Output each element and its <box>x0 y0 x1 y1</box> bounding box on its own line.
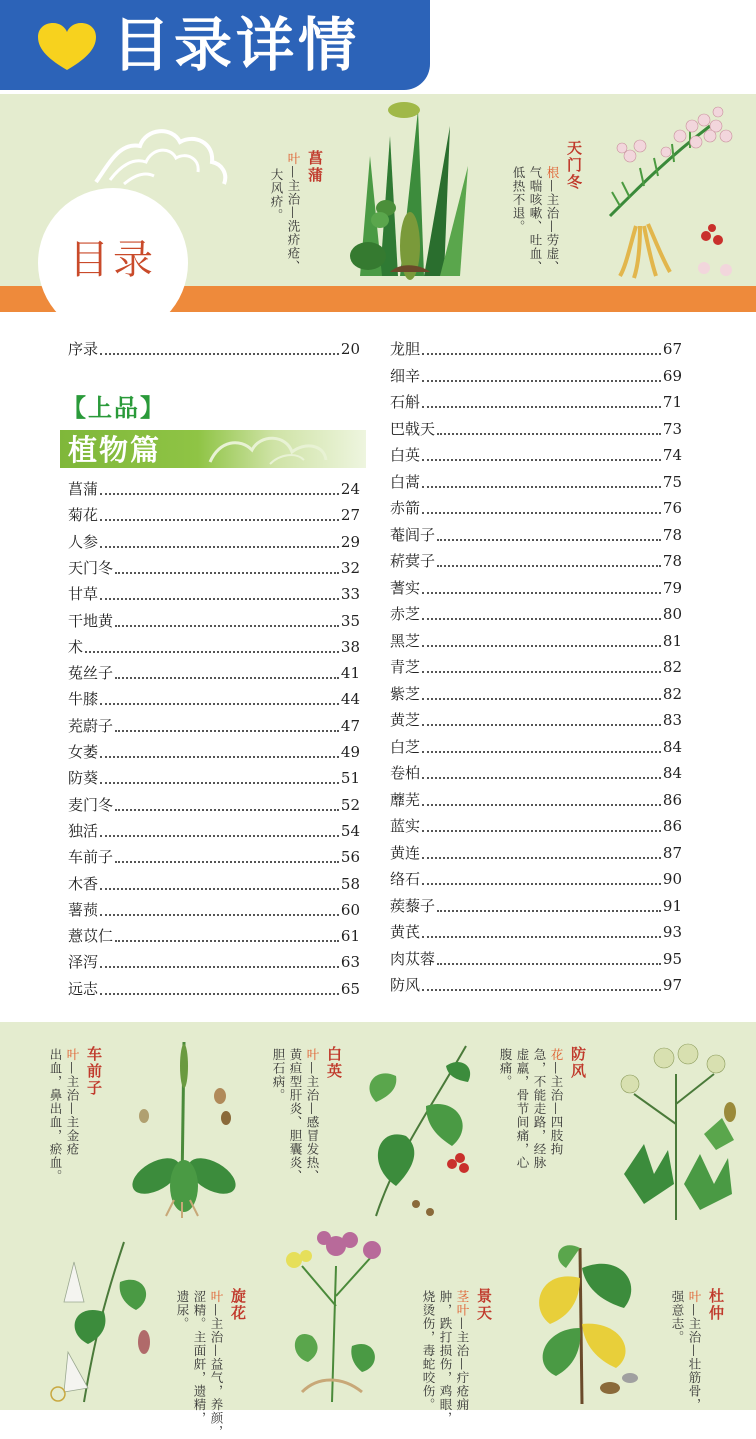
toc-item-name: 蓍实 <box>390 578 421 597</box>
toc-item-name: 牛膝 <box>68 690 99 709</box>
herb-desc-text: —主治—壮筋骨， <box>687 1303 702 1412</box>
toc-leader-dots <box>422 830 661 832</box>
toc-leader-dots <box>100 546 339 548</box>
herb-name-fangfeng: 防风 <box>569 1046 587 1080</box>
toc-item-name: 甘草 <box>68 585 99 604</box>
herb-desc-col <box>548 1048 565 1156</box>
toc-leader-dots <box>100 835 339 837</box>
herb-part: 根 <box>545 166 560 180</box>
tianmendong-plant-illustration <box>600 96 750 282</box>
toc-item[interactable] <box>68 976 360 1002</box>
herb-desc-col: 虚羸，骨节间痛，心 <box>515 1048 530 1170</box>
toc-item[interactable] <box>390 787 682 813</box>
herb-desc-col: 烧烫伤，毒蛇咬伤。 <box>421 1290 436 1412</box>
toc-leader-dots <box>422 618 661 620</box>
toc-item-name: 黄连 <box>390 843 421 862</box>
herb-desc-text: —主治—益气，养颜， <box>209 1303 224 1439</box>
toc-item-name: 青芝 <box>390 658 421 676</box>
jingtian-plant-illustration <box>272 1226 398 1404</box>
toc-item-name: 防风 <box>390 976 421 994</box>
herb-desc-col <box>304 1048 321 1183</box>
toc-item[interactable] <box>390 575 682 601</box>
toc-leader-dots <box>437 963 661 965</box>
toc-item-page: 60 <box>340 900 360 919</box>
toc-leader-dots <box>115 809 339 811</box>
toc-item-name: 菟丝子 <box>68 664 114 683</box>
herb-desc-col: 大风疥。 <box>269 168 284 222</box>
toc-item-page: 63 <box>340 953 360 972</box>
herb-desc-text: —主治—洗疥疮、 <box>286 165 301 274</box>
toc-item-name: 防葵 <box>68 769 99 788</box>
toc-leader-dots <box>422 406 661 408</box>
toc-item-page: 47 <box>340 716 360 735</box>
toc-leader-dots <box>100 993 339 995</box>
toc-leader-dots <box>437 910 661 912</box>
section-title: 植物篇 <box>68 433 162 467</box>
toc-item-page: 56 <box>340 848 360 867</box>
toc-leader-dots <box>100 353 339 355</box>
heart-icon <box>36 22 98 72</box>
toc-item[interactable] <box>68 897 360 923</box>
toc-item-page: 27 <box>340 506 360 525</box>
toc-item-name: 麦门冬 <box>68 795 114 814</box>
herb-desc-col: 遗尿。 <box>175 1290 190 1331</box>
herb-desc-col: 出血，鼻出血，瘀血。 <box>48 1048 63 1183</box>
toc-item-name: 天门冬 <box>68 558 114 577</box>
toc-item-page: 84 <box>662 764 682 782</box>
toc-item[interactable] <box>68 765 360 791</box>
baiying-plant-illustration <box>356 1036 484 1220</box>
toc-item-page: 51 <box>340 769 360 788</box>
toc-leader-dots <box>100 966 339 968</box>
toc-leader-dots <box>422 353 661 355</box>
toc-item-preface[interactable] <box>68 336 360 362</box>
toc-item[interactable] <box>68 660 360 686</box>
toc-item-page: 20 <box>340 340 360 358</box>
toc-item[interactable] <box>390 495 682 521</box>
herb-name-baiying: 白英 <box>325 1046 343 1080</box>
toc-leader-dots <box>100 888 339 890</box>
toc-item-name: 巴戟天 <box>390 419 436 438</box>
toc-item-page: 73 <box>662 419 682 438</box>
toc-item-name: 木香 <box>68 874 99 893</box>
herb-desc-col <box>454 1290 471 1412</box>
toc-item-page: 78 <box>662 552 682 570</box>
toc-item-page: 38 <box>340 637 360 656</box>
herb-desc-col: 涩精。主面皯，遗精， <box>192 1290 207 1425</box>
herb-part: 叶 <box>286 152 301 166</box>
toc-item[interactable] <box>390 972 682 998</box>
herb-desc-text: —主治—主金疮 <box>65 1061 80 1156</box>
toc-item-page: 74 <box>662 446 682 464</box>
toc-item-page: 76 <box>662 499 682 517</box>
toc-item[interactable] <box>390 442 682 468</box>
toc-item[interactable] <box>68 949 360 975</box>
toc-item-name: 蒺藜子 <box>390 896 436 915</box>
toc-item-name: 茺蔚子 <box>68 716 114 735</box>
toc-item[interactable] <box>390 893 682 919</box>
toc-item-name: 女萎 <box>68 743 99 761</box>
toc-item-name: 肉苁蓉 <box>390 949 436 968</box>
toc-item-name: 泽泻 <box>68 953 99 972</box>
toc-item-page: 86 <box>662 817 682 835</box>
toc-leader-dots <box>437 565 661 567</box>
toc-item-name: 络石 <box>390 870 421 888</box>
toc-item-page: 83 <box>662 711 682 729</box>
toc-item[interactable] <box>68 792 360 818</box>
toc-item-page: 86 <box>662 790 682 809</box>
xuanhua-plant-illustration <box>44 1232 162 1404</box>
toc-item[interactable] <box>68 871 360 897</box>
toc-item[interactable] <box>68 529 360 555</box>
toc-leader-dots <box>422 592 661 594</box>
toc-item-page: 29 <box>340 532 360 551</box>
toc-leader-dots <box>100 756 339 758</box>
toc-item-name: 黑芝 <box>390 631 421 650</box>
herb-desc-col: 气喘咳嗽、吐血、 <box>528 166 543 274</box>
toc-leader-dots <box>422 989 661 991</box>
toc-item-name: 菊花 <box>68 506 99 525</box>
herb-desc-text: —主治—疔疮痈 <box>455 1317 470 1412</box>
toc-item-name: 术 <box>68 637 84 656</box>
toc-item[interactable] <box>68 476 360 502</box>
toc-item-name: 石斛 <box>390 393 421 411</box>
duzhong-plant-illustration <box>520 1228 650 1404</box>
herb-name-jingtian: 景天 <box>475 1288 493 1322</box>
toc-leader-dots <box>422 936 661 938</box>
toc-leader-dots <box>115 625 339 627</box>
toc-item[interactable] <box>68 818 360 844</box>
toc-item[interactable] <box>390 681 682 707</box>
toc-item[interactable] <box>390 813 682 839</box>
toc-item-page: 35 <box>340 611 360 630</box>
toc-item[interactable] <box>390 840 682 866</box>
toc-item-page: 67 <box>662 340 682 358</box>
toc-item-name: 菥蓂子 <box>390 552 436 570</box>
toc-item[interactable] <box>390 628 682 654</box>
toc-leader-dots <box>422 459 661 461</box>
toc-item[interactable] <box>68 634 360 660</box>
toc-item[interactable] <box>68 555 360 581</box>
cloud-ornament <box>90 122 230 192</box>
toc-item-page: 82 <box>662 658 682 676</box>
toc-leader-dots <box>115 730 339 732</box>
toc-item-page: 49 <box>340 743 360 761</box>
toc-leader-dots <box>422 698 661 700</box>
section-grade-heading: 【上品】 <box>62 394 166 422</box>
toc-item-name: 远志 <box>68 979 99 998</box>
toc-item[interactable] <box>390 469 682 495</box>
herb-part: 叶 <box>65 1048 80 1062</box>
herb-part: 叶 <box>305 1048 320 1062</box>
toc-item-name: 赤箭 <box>390 499 421 517</box>
toc-item[interactable] <box>390 363 682 389</box>
changpu-plant-illustration <box>340 96 480 282</box>
toc-item[interactable] <box>68 686 360 712</box>
toc-item[interactable] <box>390 416 682 442</box>
toc-item[interactable] <box>390 919 682 945</box>
toc-item-name: 黄芪 <box>390 923 421 941</box>
toc-item-page: 87 <box>662 843 682 862</box>
toc-leader-dots <box>422 671 661 673</box>
toc-item-name: 薯蓣 <box>68 900 99 919</box>
toc-item-page: 33 <box>340 585 360 604</box>
herb-name-cheqianzi: 车前子 <box>85 1046 103 1097</box>
herb-desc-col <box>544 166 561 274</box>
toc-item[interactable] <box>68 844 360 870</box>
toc-item-name: 白英 <box>390 446 421 464</box>
toc-leader-dots <box>422 777 661 779</box>
toc-item-name: 黄芝 <box>390 711 421 729</box>
herb-desc-text: —主治—感冒发热、 <box>305 1061 320 1183</box>
page-title: 目录详情 <box>112 11 361 79</box>
toc-leader-dots <box>422 751 661 753</box>
toc-item-name: 车前子 <box>68 848 114 867</box>
toc-item-name: 序录 <box>68 340 99 358</box>
herb-name-changpu: 菖蒲 <box>306 150 324 184</box>
herb-desc-col: 强意志。 <box>670 1290 685 1344</box>
toc-leader-dots <box>422 645 661 647</box>
toc-item-page: 97 <box>662 976 682 994</box>
toc-leader-dots <box>422 512 661 514</box>
herb-name-xuanhua: 旋花 <box>229 1288 247 1322</box>
toc-item-page: 91 <box>662 896 682 915</box>
toc-item-page: 80 <box>662 605 682 623</box>
herb-desc-col: 肿，跌打损伤，鸡眼， <box>438 1290 453 1425</box>
toc-item-page: 44 <box>340 690 360 709</box>
herb-desc-col: 低热不退。 <box>511 166 526 234</box>
toc-leader-dots <box>100 598 339 600</box>
toc-item-name: 细辛 <box>390 366 421 385</box>
toc-item[interactable] <box>390 654 682 680</box>
herb-desc-col: 腹痛。 <box>498 1048 513 1089</box>
toc-leader-dots <box>115 861 339 863</box>
toc-item-name: 白芝 <box>390 737 421 756</box>
toc-leader-dots <box>100 782 339 784</box>
herb-name-tianmendong: 天门冬 <box>565 140 583 191</box>
toc-leader-dots <box>115 677 339 679</box>
toc-item[interactable] <box>390 336 682 362</box>
toc-item[interactable] <box>68 581 360 607</box>
toc-item[interactable] <box>390 734 682 760</box>
toc-item-page: 71 <box>662 393 682 411</box>
toc-item-name: 人参 <box>68 532 99 551</box>
herb-desc-text: —主治—四肢拘 <box>549 1061 564 1156</box>
toc-item[interactable] <box>68 739 360 765</box>
herb-desc-col: 胆石病。 <box>271 1048 286 1102</box>
toc-item-page: 93 <box>662 923 682 941</box>
toc-item-name: 菴闾子 <box>390 525 436 544</box>
toc-item[interactable] <box>68 608 360 634</box>
toc-item-name: 赤芝 <box>390 605 421 623</box>
herb-desc-col: 急，不能走路，经脉 <box>532 1048 547 1170</box>
toc-item-page: 32 <box>340 558 360 577</box>
toc-item-name: 紫芝 <box>390 684 421 703</box>
toc-item[interactable] <box>390 522 682 548</box>
toc-item[interactable] <box>390 601 682 627</box>
toc-item-page: 75 <box>662 472 682 491</box>
toc-item-page: 65 <box>340 979 360 998</box>
toc-leader-dots <box>422 486 661 488</box>
toc-item-page: 81 <box>662 631 682 650</box>
toc-item-page: 79 <box>662 578 682 597</box>
toc-leader-dots <box>437 539 661 541</box>
toc-item-name: 菖蒲 <box>68 480 99 498</box>
toc-item-page: 24 <box>340 480 360 498</box>
toc-item-name: 蓝实 <box>390 817 421 835</box>
toc-item-name: 龙胆 <box>390 340 421 358</box>
toc-item-name: 卷柏 <box>390 764 421 782</box>
toc-item[interactable] <box>390 866 682 892</box>
toc-item-page: 78 <box>662 525 682 544</box>
toc-item-page: 61 <box>340 927 360 946</box>
toc-item-page: 41 <box>340 664 360 683</box>
toc-leader-dots <box>422 883 661 885</box>
herb-desc-col <box>208 1290 225 1439</box>
toc-item[interactable] <box>390 707 682 733</box>
toc-leader-dots <box>115 940 339 942</box>
toc-leader-dots <box>100 493 339 495</box>
herb-desc-col: 黄疸型肝炎、胆囊炎、 <box>288 1048 303 1183</box>
toc-item-name: 薏苡仁 <box>68 927 114 946</box>
herb-part: 花 <box>549 1048 564 1062</box>
toc-item-name: 蘼芜 <box>390 790 421 809</box>
toc-leader-dots <box>422 804 661 806</box>
toc-item-page: 90 <box>662 870 682 888</box>
herb-desc-col <box>686 1290 703 1412</box>
fangfeng-plant-illustration <box>604 1034 748 1220</box>
toc-item-name: 白蒿 <box>390 472 421 491</box>
toc-item[interactable] <box>390 548 682 574</box>
herb-name-duzhong: 杜仲 <box>707 1288 725 1322</box>
toc-item-page: 95 <box>662 949 682 968</box>
toc-item[interactable] <box>68 923 360 949</box>
cloud-ornament <box>200 430 366 468</box>
toc-leader-dots <box>100 914 339 916</box>
toc-leader-dots <box>422 724 661 726</box>
toc-badge-title: 目录 <box>69 237 157 283</box>
toc-item-page: 54 <box>340 821 360 840</box>
toc-item[interactable] <box>68 502 360 528</box>
herb-desc-col <box>64 1048 81 1156</box>
toc-item[interactable] <box>68 713 360 739</box>
toc-item-page: 58 <box>340 874 360 893</box>
toc-item-page: 69 <box>662 366 682 385</box>
herb-part: 叶 <box>209 1290 224 1304</box>
toc-item-page: 82 <box>662 684 682 703</box>
toc-item-name: 干地黄 <box>68 611 114 630</box>
toc-leader-dots <box>100 519 339 521</box>
toc-leader-dots <box>115 572 339 574</box>
herb-part: 叶 <box>687 1290 702 1304</box>
herb-part: 茎叶 <box>455 1290 470 1317</box>
toc-leader-dots <box>422 857 661 859</box>
toc-item[interactable] <box>390 760 682 786</box>
toc-leader-dots <box>437 433 661 435</box>
toc-item[interactable] <box>390 389 682 415</box>
cheqianzi-plant-illustration <box>126 1036 244 1220</box>
toc-item-name: 独活 <box>68 821 99 840</box>
herb-desc-col <box>285 152 302 274</box>
toc-leader-dots <box>85 651 339 653</box>
toc-leader-dots <box>100 703 339 705</box>
toc-item-page: 84 <box>662 737 682 756</box>
toc-leader-dots <box>422 380 661 382</box>
toc-item[interactable] <box>390 946 682 972</box>
toc-item-page: 52 <box>340 795 360 814</box>
herb-desc-text: —主治—劳虚、 <box>545 179 560 274</box>
